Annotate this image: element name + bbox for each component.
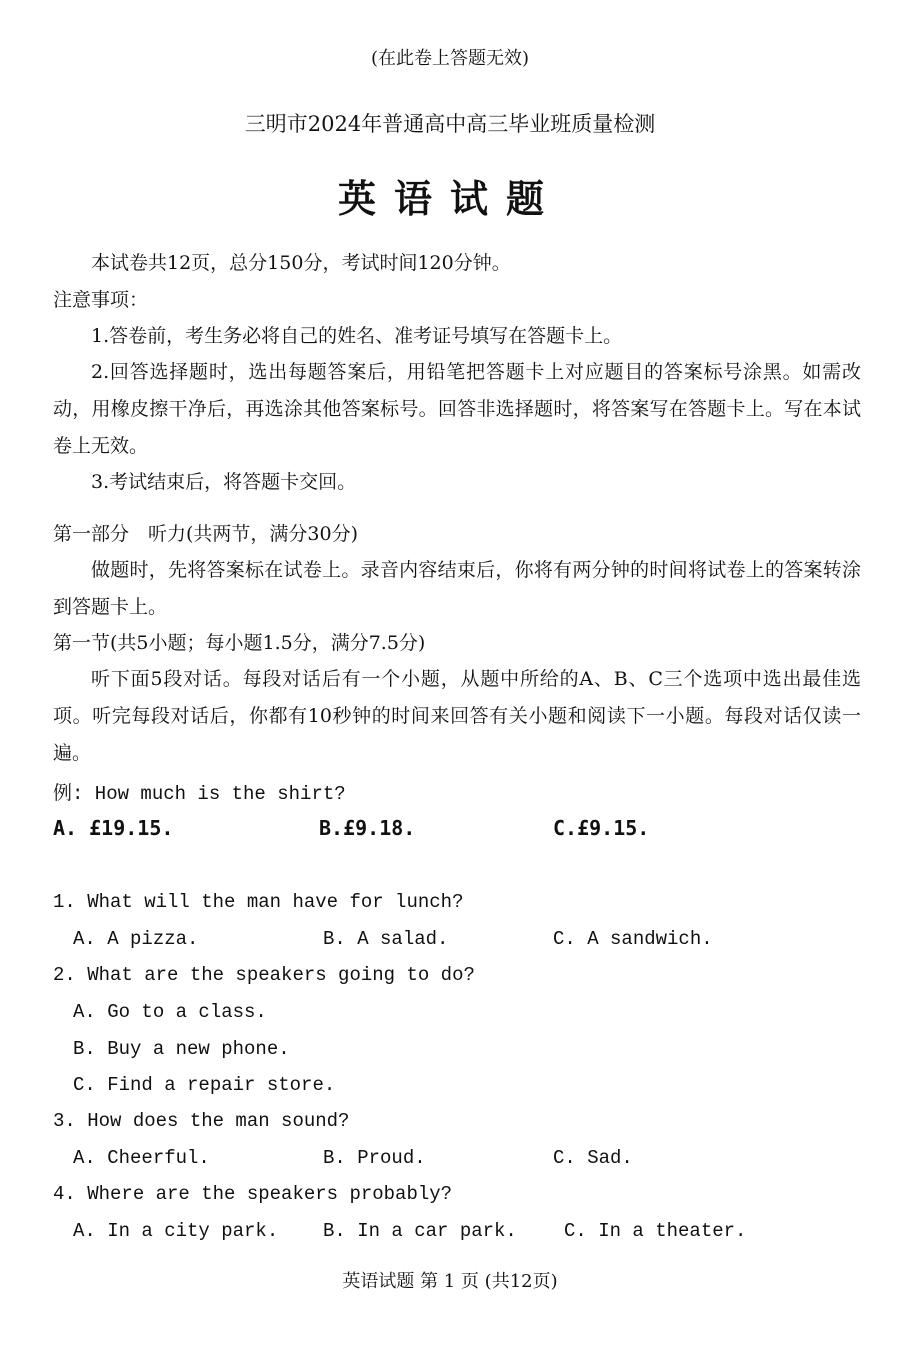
exam-name: 三明市2024年普通高中高三毕业班质量检测: [244, 112, 656, 136]
question-3: 3. How does the man sound?: [53, 1110, 350, 1132]
note-item-2: 2.回答选择题时，选出每题答案后，用铅笔把答题卡上对应题目的答案标号涂黑。如需改动，用橡皮擦干净后，再选涂其他答案标号。回答非选择题时，将答案写在答题卡上。写在本试卷上无效。: [53, 361, 861, 457]
part1-instruction: 做题时，先将答案标在试卷上。录音内容结束后，你将有两分钟的时间将试卷上的答案转涂到答题卡上。: [53, 559, 861, 618]
question-3-option-c: C. Sad.: [553, 1147, 633, 1169]
example-question: 例: How much is the shirt?: [53, 783, 346, 805]
section1-instruction: 听下面5段对话。每段对话后有一个小题，从题中所给的A、B、C三个选项中选出最佳选项。听完每段对话后，你都有10秒钟的时间来回答有关小题和阅读下一小题。每段对话仅读一遍。: [53, 668, 861, 764]
example-option-b: B.£9.18.: [319, 816, 416, 840]
page-title: 英语试题: [337, 176, 562, 221]
question-4-option-c: C. In a theater.: [564, 1220, 747, 1242]
question-1: 1. What will the man have for lunch?: [53, 891, 464, 913]
exam-intro: 本试卷共12页，总分150分，考试时间120分钟。: [91, 252, 511, 274]
question-1-option-a: A. A pizza.: [73, 928, 199, 950]
note-item-1: 1.答卷前，考生务必将自己的姓名、准考证号填写在答题卡上。: [91, 325, 623, 347]
question-2-option-b: B. Buy a new phone.: [73, 1038, 290, 1060]
example-option-a: A. £19.15.: [53, 816, 174, 840]
section1-heading: 第一节(共5小题；每小题1.5分，满分7.5分): [53, 632, 426, 654]
question-2: 2. What are the speakers going to do?: [53, 964, 475, 986]
question-4: 4. Where are the speakers probably?: [53, 1183, 453, 1205]
note-item-3: 3.考试结束后，将答题卡交回。: [91, 471, 357, 493]
example-option-c: C.£9.15.: [553, 816, 650, 840]
question-2-option-a: A. Go to a class.: [73, 1001, 267, 1023]
answer-invalid-notice: (在此卷上答题无效): [370, 48, 530, 69]
notes-heading: 注意事项：: [53, 289, 149, 311]
question-1-option-b: B. A salad.: [323, 928, 449, 950]
question-4-option-a: A. In a city park.: [73, 1220, 279, 1242]
question-2-option-c: C. Find a repair store.: [73, 1074, 336, 1096]
question-1-option-c: C. A sandwich.: [553, 928, 713, 950]
page-footer: 英语试题 第 1 页 (共12页): [342, 1271, 558, 1292]
question-3-option-b: B. Proud.: [323, 1147, 426, 1169]
question-3-option-a: A. Cheerful.: [73, 1147, 210, 1169]
question-4-option-b: B. In a car park.: [323, 1220, 517, 1242]
part1-heading: 第一部分 听力(共两节，满分30分): [53, 523, 359, 545]
